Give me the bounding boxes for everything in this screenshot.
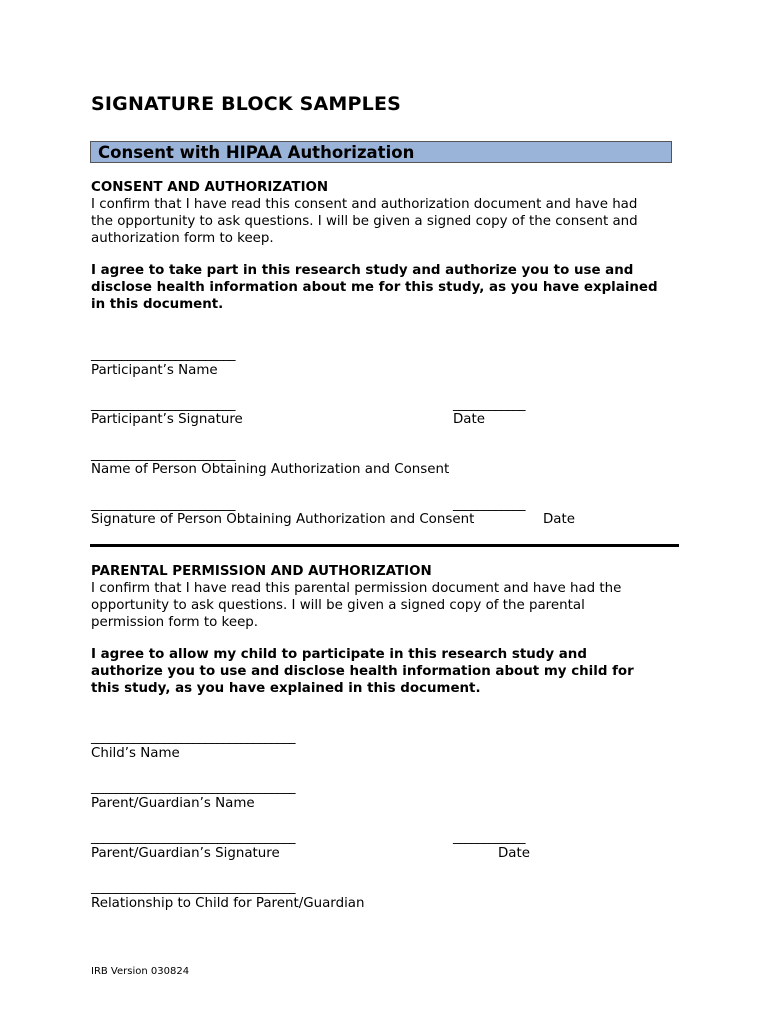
guardian-date-line[interactable]: ____________ bbox=[453, 830, 525, 845]
parental-text-line-2: opportunity to ask questions. I will be given a signed copy of the parental bbox=[91, 598, 585, 613]
parental-text-line-3: permission form to keep. bbox=[91, 615, 259, 630]
consent-agree-line-3: in this document. bbox=[91, 297, 224, 312]
consent-agree-line-1: I agree to take part in this research study and authorize you to use and bbox=[91, 263, 634, 278]
consent-heading: CONSENT AND AUTHORIZATION bbox=[91, 180, 329, 195]
consent-text-line-2: the opportunity to ask questions. I will be given a signed copy of the consent and bbox=[91, 214, 638, 229]
parental-agree-line-3: this study, as you have explained in this document. bbox=[91, 681, 481, 696]
footer-version: IRB Version 030824 bbox=[91, 966, 190, 977]
page-title: SIGNATURE BLOCK SAMPLES bbox=[91, 93, 402, 115]
guardian-name-label: Parent/Guardian’s Name bbox=[91, 796, 255, 811]
participant-signature-line[interactable]: ________________________ bbox=[91, 397, 235, 412]
guardian-signature-line[interactable]: __________________________________ bbox=[91, 830, 295, 845]
consent-agree-line-2: disclose health information about me for this study, as you have explained bbox=[91, 280, 658, 295]
guardian-signature-label: Parent/Guardian’s Signature bbox=[91, 846, 280, 861]
participant-date-line[interactable]: ____________ bbox=[453, 397, 525, 412]
banner-title: Consent with HIPAA Authorization bbox=[98, 143, 415, 162]
parental-heading: PARENTAL PERMISSION AND AUTHORIZATION bbox=[91, 564, 432, 579]
obtaining-date-label: Date bbox=[543, 512, 576, 527]
obtaining-name-line[interactable]: ________________________ bbox=[91, 447, 235, 462]
relationship-label: Relationship to Child for Parent/Guardian bbox=[91, 896, 365, 911]
obtaining-signature-label: Signature of Person Obtaining Authorization and Consent bbox=[91, 512, 475, 527]
parental-agree-line-2: authorize you to use and disclose health information about my child for bbox=[91, 664, 634, 679]
participant-signature-label: Participant’s Signature bbox=[91, 412, 243, 427]
guardian-name-line[interactable]: __________________________________ bbox=[91, 780, 295, 795]
obtaining-signature-line[interactable]: ________________________ bbox=[91, 497, 235, 512]
consent-text-line-3: authorization form to keep. bbox=[91, 231, 274, 246]
participant-name-label: Participant’s Name bbox=[91, 363, 218, 378]
section-divider bbox=[90, 544, 679, 547]
child-name-label: Child’s Name bbox=[91, 746, 180, 761]
participant-date-label: Date bbox=[453, 412, 486, 427]
relationship-line[interactable]: __________________________________ bbox=[91, 880, 295, 895]
guardian-date-label: Date bbox=[498, 846, 531, 861]
participant-name-line[interactable]: ________________________ bbox=[91, 347, 235, 362]
obtaining-name-label: Name of Person Obtaining Authorization and Consent bbox=[91, 462, 450, 477]
section-banner bbox=[90, 141, 672, 163]
parental-text-line-1: I confirm that I have read this parental permission document and have had the bbox=[91, 581, 622, 596]
parental-agree-line-1: I agree to allow my child to participate in this research study and bbox=[91, 647, 587, 662]
child-name-line[interactable]: __________________________________ bbox=[91, 730, 295, 745]
obtaining-date-line[interactable]: ____________ bbox=[453, 497, 525, 512]
consent-text-line-1: I confirm that I have read this consent and authorization document and have had bbox=[91, 197, 638, 212]
